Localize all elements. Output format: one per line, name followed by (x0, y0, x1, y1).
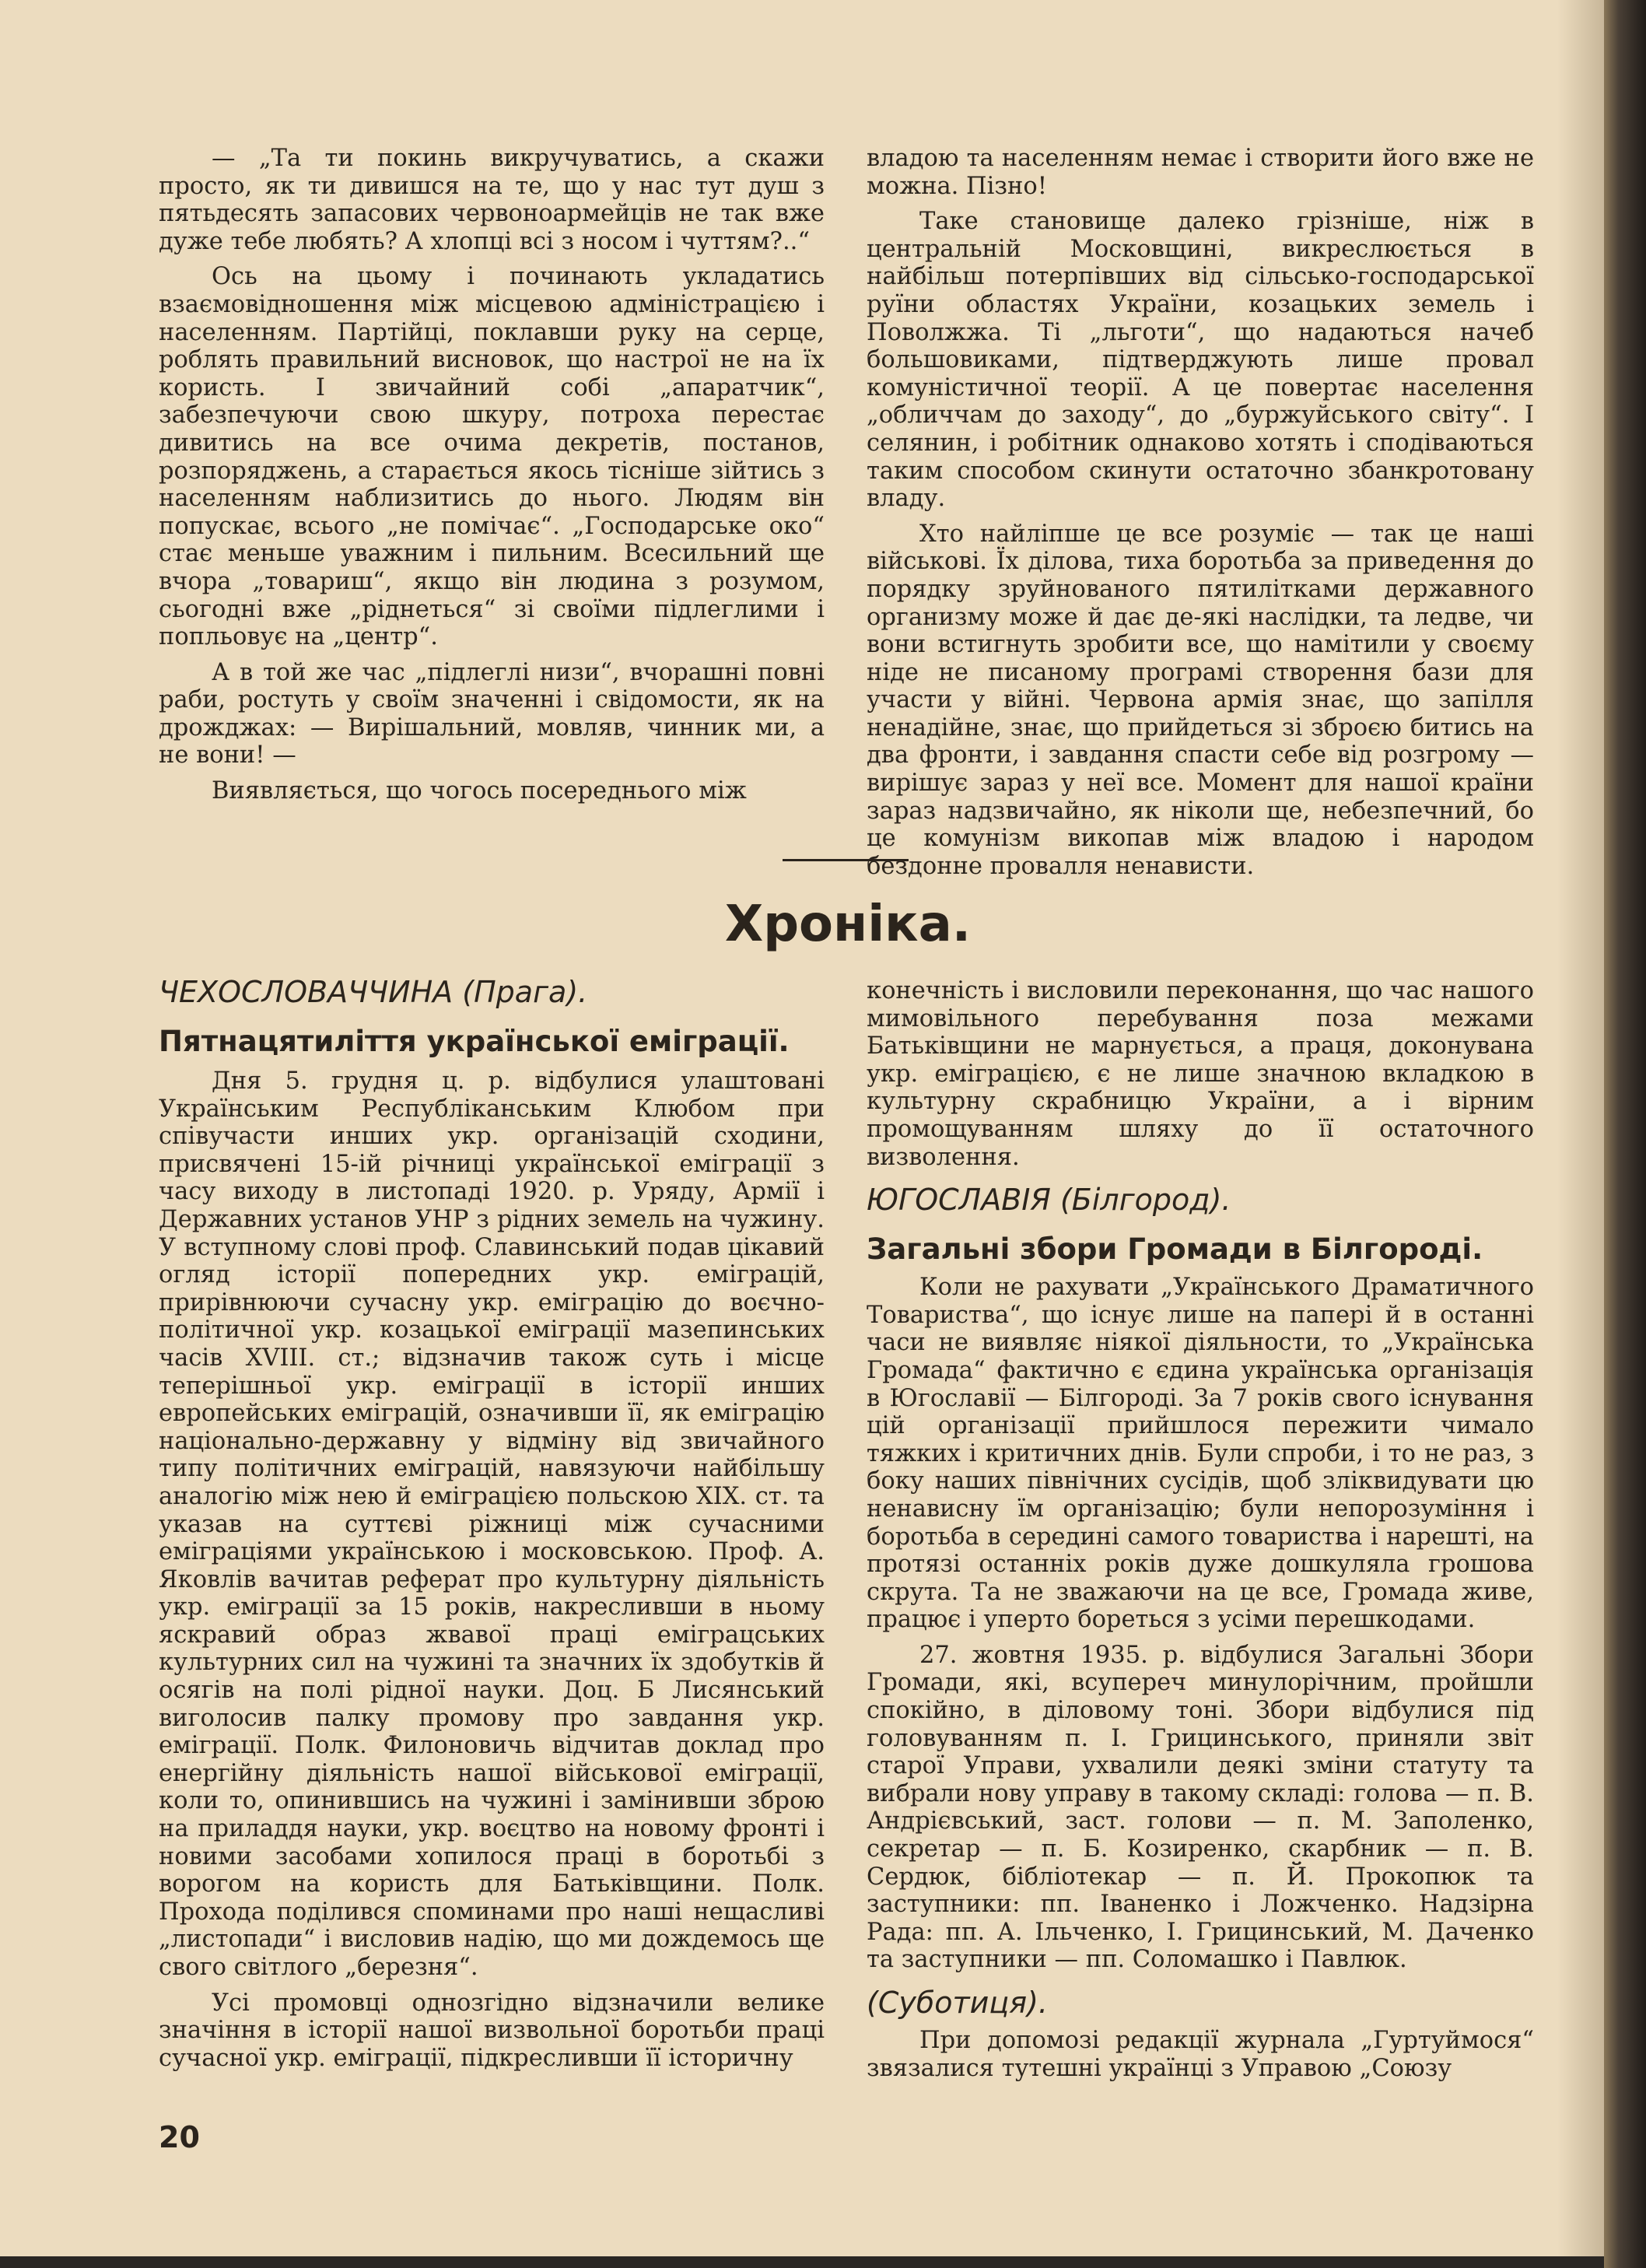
paragraph: конечність і висловили переконання, що час нашого мимовільного перебування поза межами Батьківщини не марнується, а праця, доконувана укр. еміграцією, є не лише значною вкладкою в культурну скрабницю України, а і вірним промощуванням шляху до її остаточного визволення. (867, 977, 1534, 1171)
section-title: Хроніка. (724, 896, 972, 953)
subsection-heading: (Суботиця). (867, 1986, 1048, 2020)
chronicle-right-column (867, 977, 1534, 2082)
paragraph: Усі промовці однозгідно відзначили велике значіння в історії нашої визвольної боротьби праці сучасної укр. еміграції, підкресливши її історичну (159, 1989, 825, 2072)
book-binding-edge (1604, 0, 1646, 2268)
paragraph: владою та населенням немає і створити його вже не можна. Пізно! (867, 145, 1534, 200)
top-left-column (159, 145, 825, 805)
chronicle-left-column (159, 974, 825, 2072)
page-number: 20 (159, 2120, 200, 2154)
paragraph: Виявляється, що чогось посереднього між (212, 777, 747, 805)
article-heading: Пятнацятиліття української еміграції. (159, 1025, 790, 1058)
article-heading: Загальні збори Громади в Білгороді. (867, 1232, 1483, 1267)
paragraph: Дня 5. грудня ц. р. відбулися улаштовані Українським Республіканським Клюбом при співучасти инших укр. організацій сходини, присвячені 15-ій річниці української еміграції з часу виходу в листопаді 1920. р. Уряду, Армії і Державних установ УНР з рідних земель на чужину. У вступному слові проф. Славинський подав цікавий огляд історії попередних укр. еміграцій, прирівнюючи сучасну укр. еміграцію до воєчно-політичної укр. козацької еміграції мазепинських часів XVIII. ст.; відзначив також суть і місце теперішньої укр. еміграції в історії инших европейських еміграцій, означивши її, як еміграцію національно-державну у відміну від звичайного типу політичних еміграцій, навязуючи найбільшу аналогію між нею й еміграцією польскою XIX. ст. та указав на суттєві ріжниці між сучасними еміграціями українською і московською. Проф. А. Яковлів вачитав реферат про культурну діяльність укр. еміграції за 15 років, накресливши в ньому яскравий образ жвавої праці еміграцських культурних сил на чужині та значних їх здобутків й осягів на полі рідної науки. Доц. Б Лисянський виголосив палку промову про завдання укр. еміграції. Полк. Филоновичь відчитав доклад про енергійну діяльність нашої військової еміграції, коли то, опинившись на чужині і замінивши зброю на приладдя науки, укр. воєцтво на новому фронті і новими засобами хопилося праці в боротьбі з ворогом на користь для Батьківщини. Полк. Прохода поділився споминами про наші нещасливі „листопади“ і висловив надію, що ми дождемось ще свого світлого „березня“. (159, 1067, 825, 1981)
top-right-column (867, 145, 1534, 880)
paragraph: А в той же час „підлеглі низи“, вчорашні повні раби, ростуть у своїм значенні і свідомости, як на дрожджах: — Вирішальний, мовляв, чинник ми, а не вони! — (159, 658, 825, 769)
paragraph: При допомозі редакції журнала „Гуртуймося“ звязалися тутешні українці з Управою „Союзу (867, 2027, 1534, 2082)
section-divider (783, 859, 909, 861)
paragraph: — „Та ти покинь викручуватись, а скажи просто, як ти дивишся на те, що у нас тут душ з пятьдесять запасових червоноармейців не так вже дуже тебе любять? А хлопці всі з носом і чуттям?..“ (159, 145, 825, 255)
page-shadow (1557, 0, 1604, 2256)
paragraph: Таке становище далеко грізніше, ніж в центральній Московщині, викреслюється в найбільш потерпівших від сільсько-господарської руїни областях України, козацьких земель і Поволжжа. Ті „льготи“, що надаються начеб большовиками, підтверджують лише провал комуністичної теорії. А це повертає населення „обличчам до заходу“, до „буржуйського світу“. І селянин, і робітник однаково хотять і сподіваються таким способом скинути остаточно збанкротовану владу. (867, 208, 1534, 513)
country-heading: ЮГОСЛАВІЯ (Білгород). (867, 1183, 1231, 1218)
paragraph: Хто найліпше це все розуміє — так це наші військові. Їх ділова, тиха боротьба за приведення до порядку зруйнованого пятилітками державного организму може й дає де-які наслідки, та ледве, чи вони встигнуть зробити все, що намітили у своєму ніде не писаному програмі створення бази для участи у війні. Червона армія знає, що запілля ненадійне, знає, що прийдеться зі зброєю битись на два фронти, і завдання спасти себе від розгрому — вирішує зараз у неї все. Момент для нашої країни зараз надзвичайно, як ніколи ще, небезпечний, бо це комунізм викопав між владою і народом бездонне провалля ненависти. (867, 520, 1534, 880)
paragraph: Ось на цьому і починають укладатись взаємовідношення між місцевою адміністрацією і населенням. Партійці, поклавши руку на серце, роблять правильний висновок, що настрої не на їх користь. І звичайний собі „апаратчик“, забезпечуючи свою шкуру, потроха перестає дивитись на все очима декретів, постанов, розпоряджень, а старається якось тісніше зійтись з населенням наблизитись до нього. Людям він попускає, всього „не помічає“. „Господарське око“ стає меньше уважним і пильним. Всесильний ще вчора „товариш“, якщо він людина з розумом, сьогодні вже „ріднеться“ зі своїми підлеглими і попльовує на „центр“. (159, 263, 825, 651)
paragraph: Коли не рахувати „Українського Драматичного Товариства“, що існує лише на папері й в останні часи не виявляє ніякої діяльности, то „Українська Громада“ фактично є єдина українська організація в Югославії — Білгороді. За 7 років свого існування цій організації прийшлося пережити чимало тяжких і критичних днів. Були спроби, і то не раз, з боку наших північних сусідів, щоб зліквидувати цю ненависну їм організацію; були непорозуміння і боротьба в середині самого товариства і нарешті, на протязі останніх років дуже дошкуляла грошова скрута. Та не зважаючи на це все, Громада живе, працює і уперто бореться з усіми перешкодами. (867, 1274, 1534, 1634)
country-heading: ЧЕХОСЛОВАЧЧИНА (Прага). (159, 975, 588, 1009)
paragraph: 27. жовтня 1935. р. відбулися Загальні Збори Громади, які, всупереч минулорічним, пройшли спокійно, в діловому тоні. Збори відбулися під головуванням п. І. Грицинського, приняли звіт старої Управи, ухвалили деякі зміни статуту та вибрали нову управу в такому складі: голова — п. В. Андрієвський, заст. голови — п. М. Заполенко, секретар — п. Б. Козиренко, скарбник — п. В. Сердюк, бібліотекар — п. Й. Прокопюк та заступники: пп. Іваненко і Ложченко. Надзірна Рада: пп. А. Ільченко, І. Грицинський, М. Даченко та заступники — пп. Соломашко і Павлюк. (867, 1641, 1534, 1974)
